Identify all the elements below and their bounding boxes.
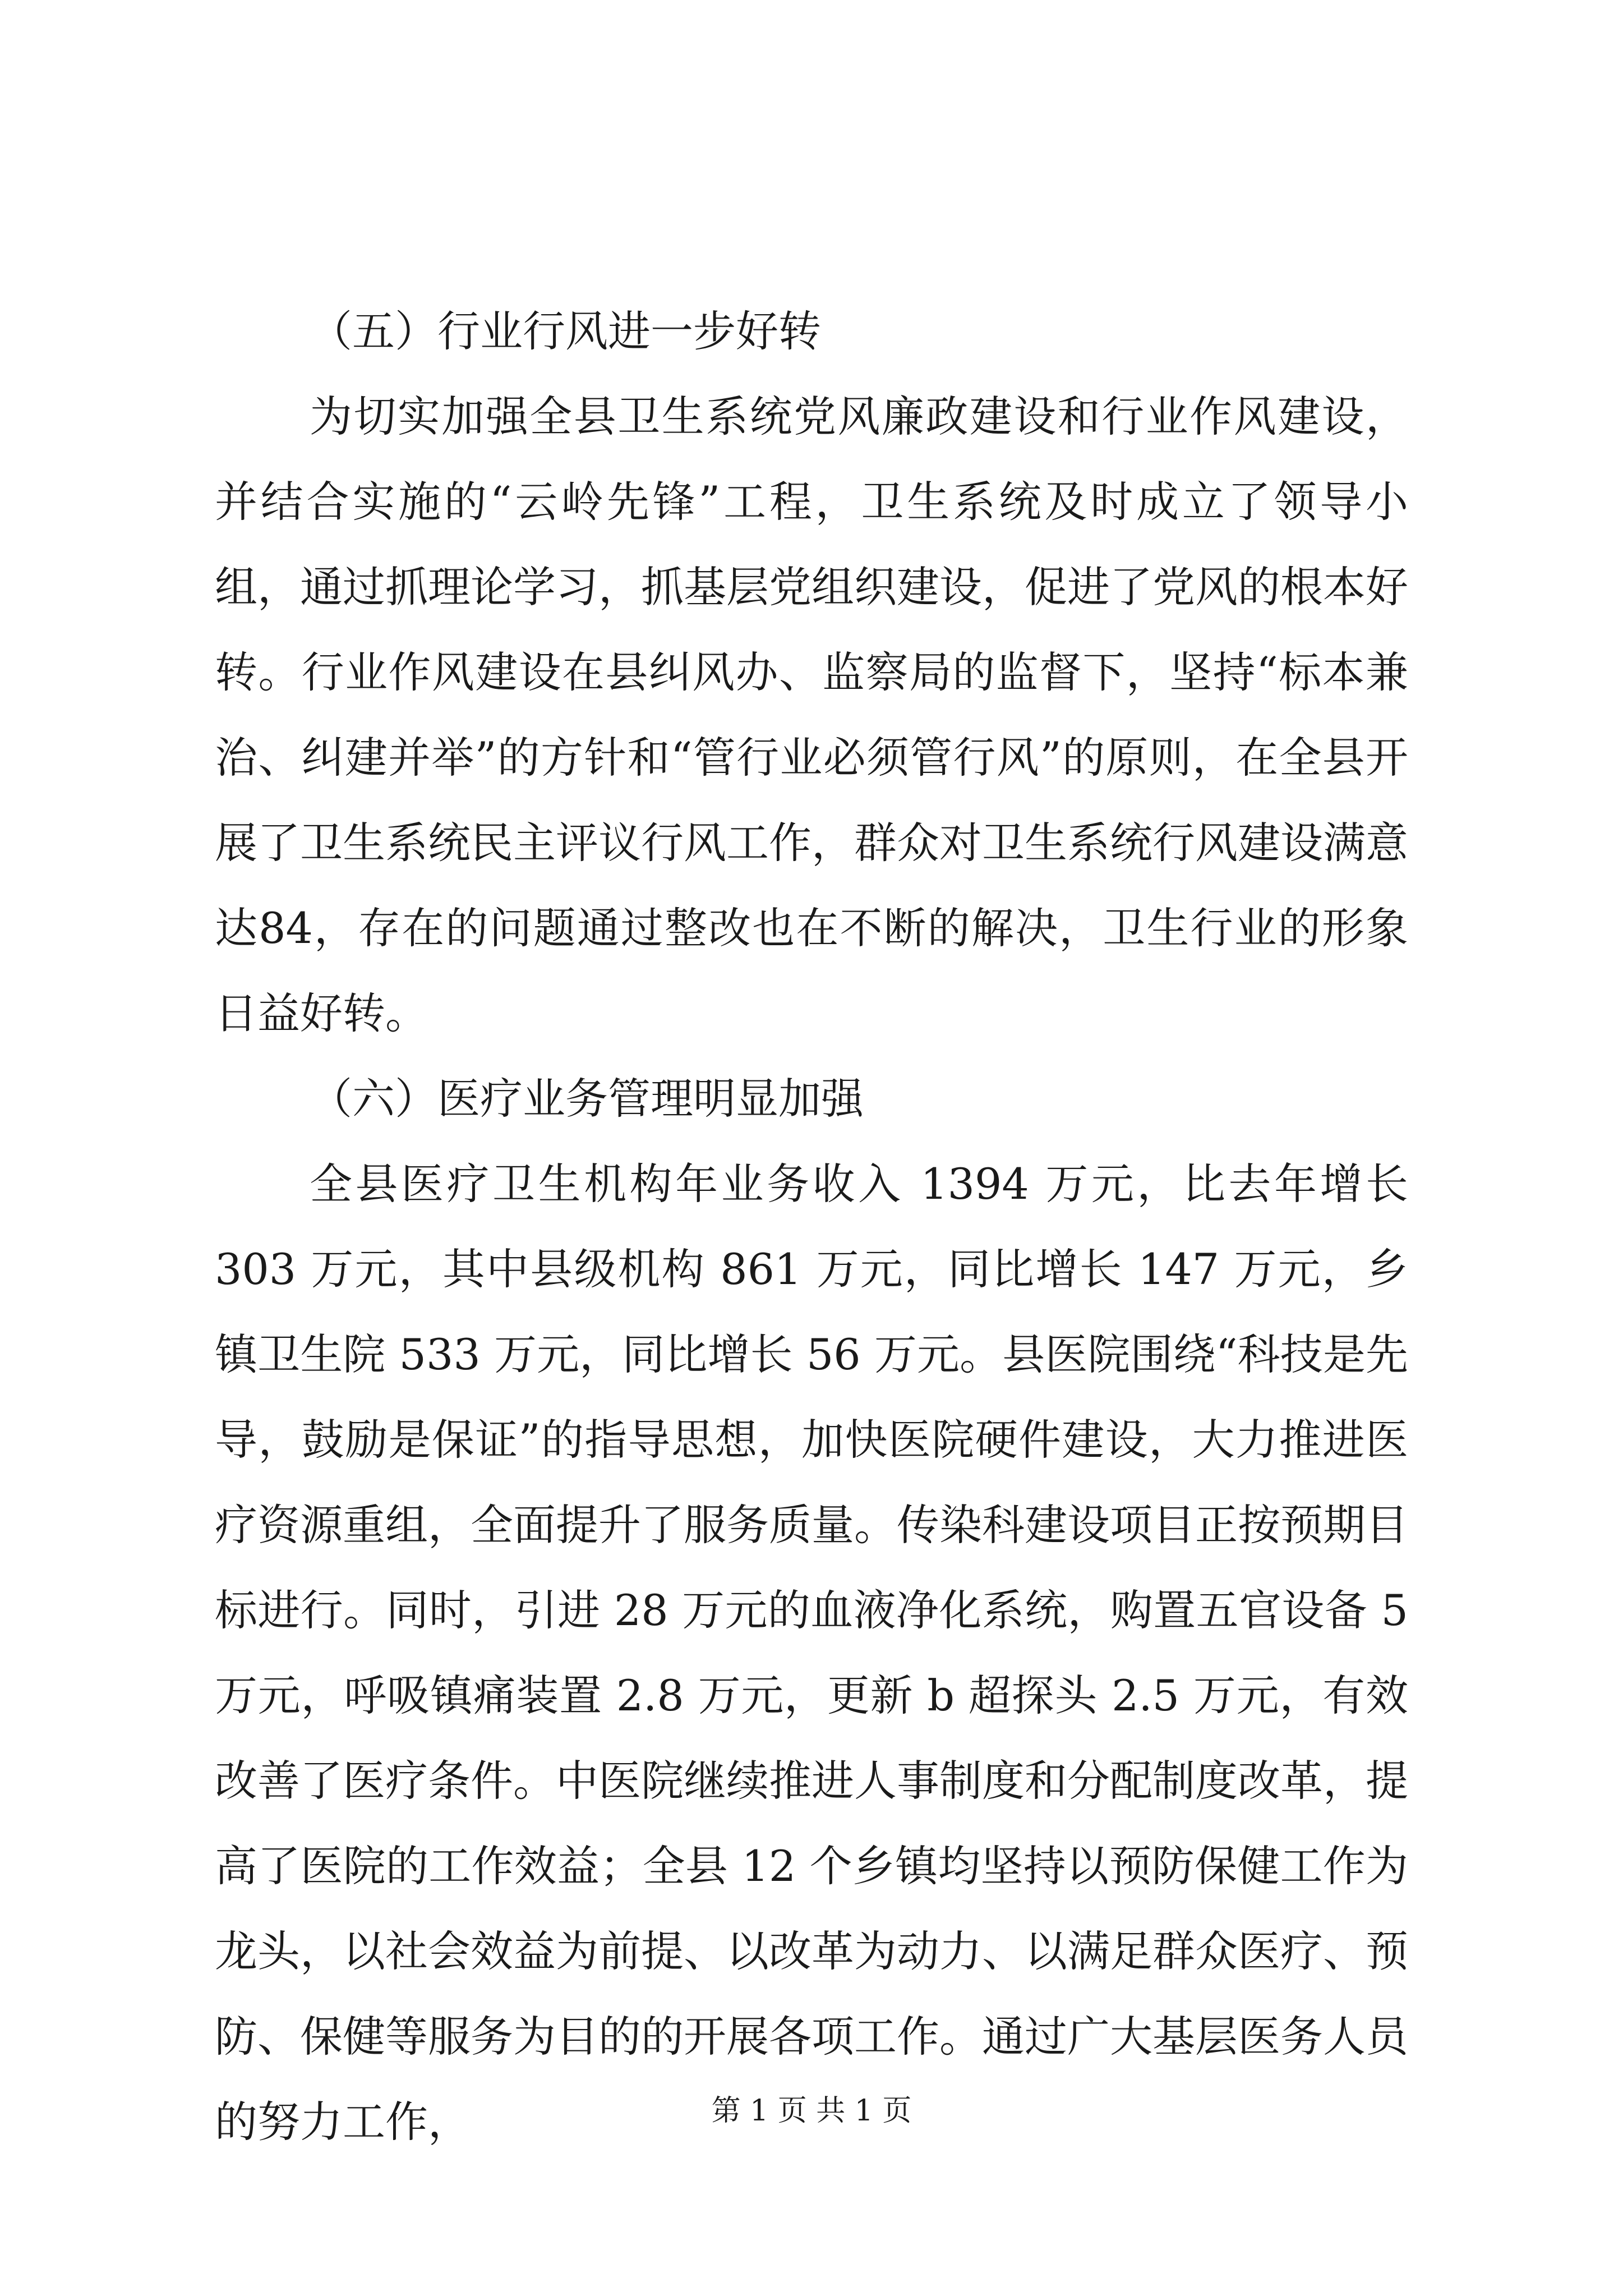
section-paragraph-6: 全县医疗卫生机构年业务收入 1394 万元，比去年增长 303 万元，其中县级机构 861 万元，同比增长 147 万元，乡镇卫生院 533 万元，同比增长 56 万元。县医院围绕“科技是先导，鼓励是保证”的指导思想，加快医院硬件建设，大力推进医疗资源重组，全面提升了服务质量。传染科建设项目正按预期目标进行。同时，引进 28 万元的血液净化系统，购置五官设备 5 万元，呼吸镇痛装置 2.8 万元，更新 b 超探头 2.5 万元，有效改善了医疗条件。中医院继续推进人事制度和分配制度改革，提高了医院的工作效益；全县 12 个乡镇均坚持以预防保健工作为龙头，以社会效益为前提、以改革为动力、以满足群众医疗、预防、保健等服务为目的的开展各项工作。通过广大基层医务人员的努力工作， <box>215 1159 1408 2147</box>
section-heading-5: （五）行业行风进一步好转 <box>310 306 821 356</box>
section-paragraph-5: 为切实加强全县卫生系统党风廉政建设和行业作风建设，并结合实施的“云岭先锋”工程，卫生系统及时成立了领导小组，通过抓理论学习，抓基层党组织建设，促进了党风的根本好转。行业作风建设在县纠风办、监察局的监督下，坚持“标本兼治、纠建并举”的方针和“管行业必须管行风”的原则，在全县开展了卫生系统民主评议行风工作，群众对卫生系统行风建设满意达84，存在的问题通过整改也在不断的解决，卫生行业的形象日益好转。 <box>215 392 1408 1038</box>
section-heading-6: （六）医疗业务管理明显加强 <box>310 1074 864 1124</box>
page-footer: 第 1 页 共 1 页 <box>711 2094 912 2128</box>
document-body <box>215 289 1408 2165</box>
